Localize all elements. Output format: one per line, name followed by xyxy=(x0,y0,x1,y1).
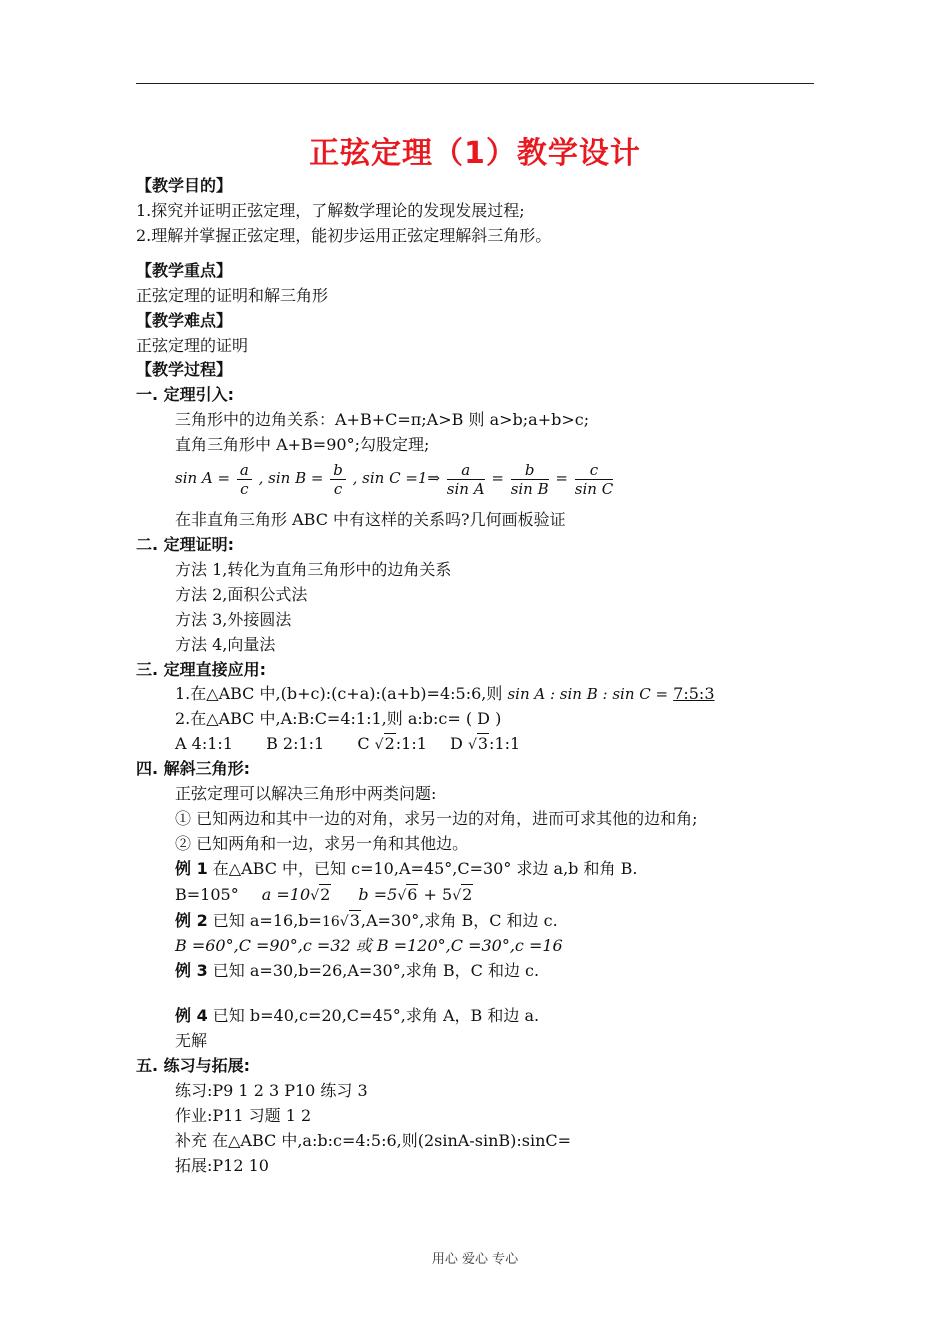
question-1-text: 1.在△ABC 中,(b+c):(c+a):(a+b)=4:5:6,则 xyxy=(175,684,503,703)
example-3-label: 例 3 xyxy=(175,961,208,980)
key-heading: 【教学重点】 xyxy=(136,261,233,280)
difficulty-heading: 【教学难点】 xyxy=(136,311,233,330)
option-d-rest: :1:1 xyxy=(489,734,521,753)
header-rule xyxy=(136,83,814,84)
example-1-text: 在△ABC 中，已知 c=10,A=45°,C=30° 求边 a,b 和角 B. xyxy=(207,859,638,878)
goal-item-1: 1.探究并证明正弦定理，了解数学理论的发现发展过程; xyxy=(136,201,525,220)
part1-line-2: 直角三角形中 A+B=90°;勾股定理; xyxy=(175,435,430,454)
question-1 xyxy=(175,683,715,705)
fraction-a-over-sinA: $\frac{a}{\text{sin A}}$ xyxy=(446,460,485,498)
example-2-label: 例 2 xyxy=(175,911,208,930)
fraction-c-over-sinC: $\frac{c}{\text{sin C}}$ xyxy=(574,460,614,498)
answer-plus: + 5 xyxy=(423,885,453,904)
sqrt-2: √2 xyxy=(310,885,331,904)
example-4-label: 例 4 xyxy=(175,1006,208,1025)
option-c: C xyxy=(357,734,370,753)
formula-sinB: , sin B = xyxy=(258,469,324,487)
practice: 练习:P9 1 2 3 P10 练习 3 xyxy=(175,1081,368,1100)
part1-line-1: 三角形中的边角关系：A+B+C=π;A>B 则 a>b;a+b>c; xyxy=(175,410,590,429)
part4-text-2: ① 已知两边和其中一边的对角，求另一边的对角，进而可求其他的边和角; xyxy=(175,809,698,828)
supplement: 补充 在△ABC 中,a:b:c=4:5:6,则(2sinA-sinB):sinC= xyxy=(175,1131,572,1150)
option-a: A 4:1:1 xyxy=(175,734,233,753)
answer-side-b: b =5 xyxy=(358,885,398,904)
sqrt-2: √2 xyxy=(374,734,395,753)
example-4-answer: 无解 xyxy=(175,1031,208,1050)
example-4-text: 已知 b=40,c=20,C=45°,求角 A，B 和边 a. xyxy=(207,1006,540,1025)
goal-item-2: 2.理解并掌握正弦定理，能初步运用正弦定理解斜三角形。 xyxy=(136,226,552,245)
goal-heading: 【教学目的】 xyxy=(136,176,233,195)
difficulty-text: 正弦定理的证明 xyxy=(136,336,249,355)
sine-ratio-formula xyxy=(175,460,615,498)
method-3: 方法 3,外接圆法 xyxy=(175,610,292,629)
example-1 xyxy=(175,858,637,880)
example-3 xyxy=(175,960,539,982)
method-2: 方法 2,面积公式法 xyxy=(175,585,308,604)
page-title: 正弦定理（1）教学设计 xyxy=(309,136,641,171)
answer-side-a: a =10 xyxy=(261,885,311,904)
sqrt-3: √3 xyxy=(339,911,360,930)
sqrt-6: √6 xyxy=(397,885,418,904)
part1-line-3: 在非直角三角形 ABC 中有这样的关系吗?几何画板验证 xyxy=(175,510,566,529)
formula-equals: = xyxy=(491,469,504,487)
part3-heading: 三. 定理直接应用: xyxy=(136,660,267,679)
question-2: 2.在△ABC 中,A:B:C=4:1:1,则 a:b:c= ( D ) xyxy=(175,709,502,728)
example-3-text: 已知 a=30,b=26,A=30°,求角 B，C 和边 c. xyxy=(207,961,540,980)
sqrt-3: √3 xyxy=(467,734,489,753)
example-2 xyxy=(175,910,558,933)
part1-heading: 一. 定理引入: xyxy=(136,385,235,404)
example-2-text: 已知 a=16,b= xyxy=(207,911,322,930)
fraction-b-over-c: $\frac{b}{c}$ xyxy=(330,461,346,498)
option-d: D xyxy=(450,734,463,753)
example-2-rest: ,A=30°,求角 B，C 和边 c. xyxy=(360,911,558,930)
key-text: 正弦定理的证明和解三角形 xyxy=(136,286,329,305)
answer-angle-b: B=105° xyxy=(175,885,239,904)
formula-equals: = xyxy=(555,469,568,487)
fraction-a-over-c: $\frac{a}{c}$ xyxy=(237,461,252,498)
process-heading: 【教学过程】 xyxy=(136,360,233,379)
part2-heading: 二. 定理证明: xyxy=(136,535,235,554)
method-1: 方法 1,转化为直角三角形中的边角关系 xyxy=(175,560,452,579)
part4-text-3: ② 已知两角和一边，求另一角和其他边。 xyxy=(175,834,469,853)
method-4: 方法 4,向量法 xyxy=(175,635,276,654)
option-b: B 2:1:1 xyxy=(266,734,325,753)
example-1-answer xyxy=(175,884,473,907)
part4-text-1: 正弦定理可以解决三角形中两类问题: xyxy=(175,784,437,803)
option-c-rest: :1:1 xyxy=(395,734,427,753)
homework: 作业:P11 习题 1 2 xyxy=(175,1106,312,1125)
example-2-answer: B =60°,C =90°,c =32 或 B =120°,C =30°,c =16 xyxy=(175,936,563,955)
sqrt-2: √2 xyxy=(452,885,473,904)
formula-sinC: , sin C =1⇒ xyxy=(352,469,440,487)
formula-sinA: sin A = xyxy=(175,469,231,487)
question-1-expression: sin A : sin B : sin C = xyxy=(507,685,669,703)
example-2-b: 16 xyxy=(321,914,340,930)
question-2-options xyxy=(175,733,520,756)
page-footer: 用心 爱心 专心 xyxy=(431,1252,519,1267)
question-1-answer: 7:5:3 xyxy=(673,684,715,703)
part4-heading: 四. 解斜三角形: xyxy=(136,759,251,778)
part5-heading: 五. 练习与拓展: xyxy=(136,1056,251,1075)
example-1-label: 例 1 xyxy=(175,859,208,878)
extension: 拓展:P12 10 xyxy=(175,1156,269,1175)
fraction-b-over-sinB: $\frac{b}{\text{sin B}}$ xyxy=(510,460,549,498)
example-4 xyxy=(175,1005,539,1027)
